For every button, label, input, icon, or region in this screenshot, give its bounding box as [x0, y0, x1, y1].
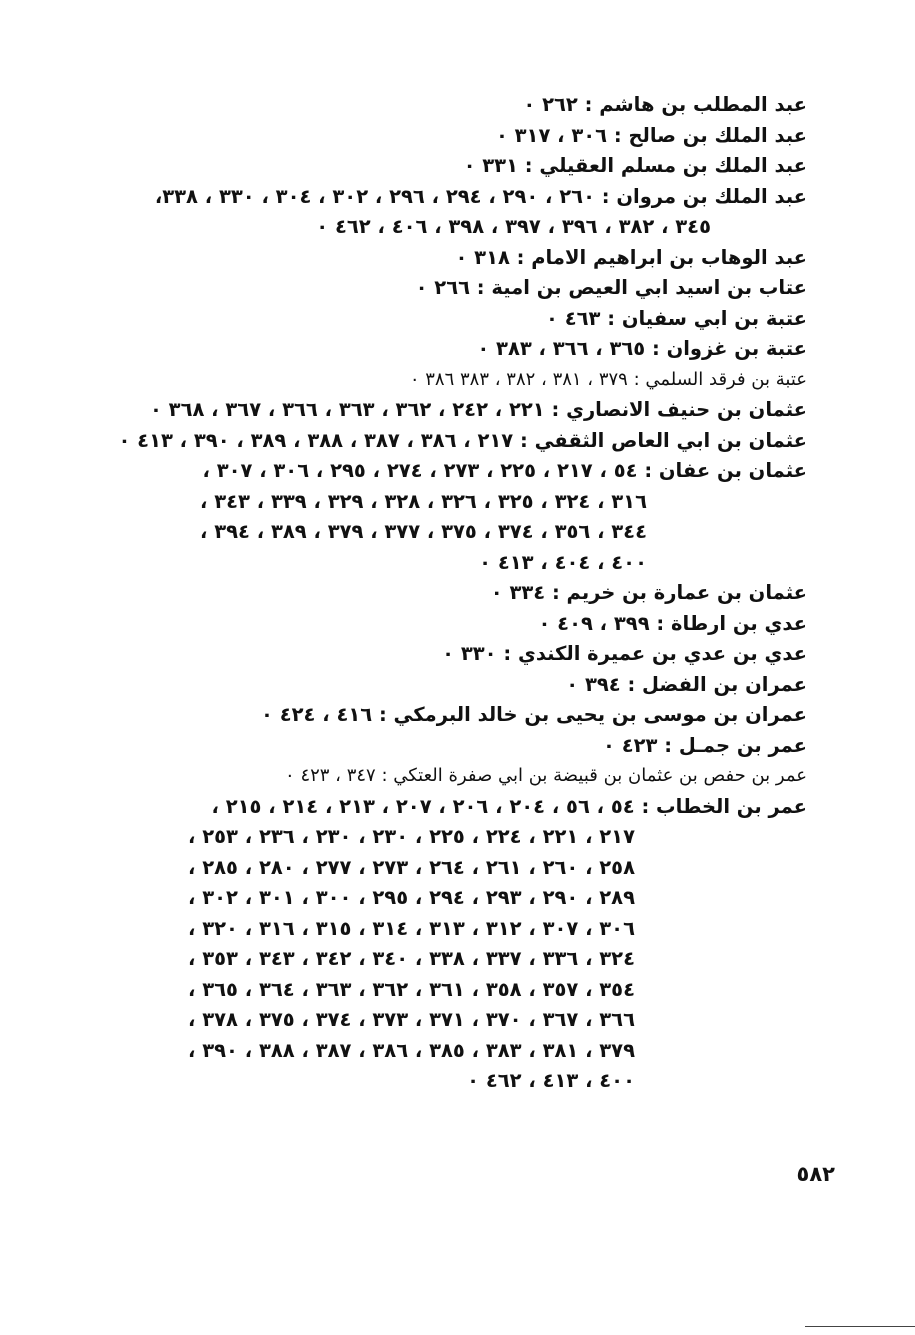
- index-entry: عبد الملك بن مروان : ٢٦٠ ، ٢٩٠ ، ٢٩٤ ، ٢٩٦ ، ٣٠٢ ، ٣٠٤ ، ٣٣٠ ، ٣٣٨،: [154, 184, 807, 208]
- index-entry: عمر بن الخطاب : ٥٤ ، ٥٦ ، ٢٠٤ ، ٢٠٦ ، ٢٠٧ ، ٢١٣ ، ٢١٤ ، ٢١٥ ،: [211, 794, 807, 818]
- index-entry: عبد الملك بن مسلم العقيلي : ٣٣١ ٠: [463, 154, 807, 177]
- index-entry: عثمان بن ابي العاص الثقفي : ٢١٧ ، ٣٨٦ ، ٣٨٧ ، ٣٨٨ ، ٣٨٩ ، ٣٩٠ ، ٤١٣ ٠: [118, 428, 807, 452]
- index-entry-continuation: ٣١٦ ، ٣٢٤ ، ٣٢٥ ، ٣٢٦ ، ٣٢٨ ، ٣٢٩ ، ٣٣٩ ، ٣٤٣ ،: [200, 489, 647, 513]
- index-entry-continuation: ٣٠٦ ، ٣٠٧ ، ٣١٢ ، ٣١٣ ، ٣١٤ ، ٣١٥ ، ٣١٦ ، ٣٢٠ ،: [188, 916, 635, 940]
- index-entry: عتبة بن فرقد السلمي : ٣٧٩ ، ٣٨١ ، ٣٨٢ ، ٣٨٣ ٣٨٦ ٠: [409, 368, 807, 390]
- index-entry-continuation: ٣٥٤ ، ٣٥٧ ، ٣٥٨ ، ٣٦١ ، ٣٦٢ ، ٣٦٣ ، ٣٦٤ ، ٣٦٥ ،: [188, 977, 635, 1001]
- index-entry: عتبة بن ابي سفيان : ٤٦٣ ٠: [546, 306, 807, 330]
- index-entry-continuation: ٢١٧ ، ٢٢١ ، ٢٢٤ ، ٢٢٥ ، ٢٣٠ ، ٢٣٠ ، ٢٣٦ ، ٢٥٣ ،: [188, 825, 635, 848]
- page-number: ٥٨٢: [796, 1162, 835, 1186]
- index-entry-continuation: ٢٨٩ ، ٢٩٠ ، ٢٩٣ ، ٢٩٤ ، ٢٩٥ ، ٣٠٠ ، ٣٠١ ، ٣٠٢ ،: [188, 886, 635, 909]
- index-entry: عثمان بن حنيف الانصاري : ٢٢١ ، ٢٤٢ ، ٣٦٢ ، ٣٦٣ ، ٣٦٦ ، ٣٦٧ ، ٣٦٨ ٠: [149, 398, 807, 421]
- index-entry: عبد المطلب بن هاشم : ٢٦٢ ٠: [523, 93, 807, 116]
- index-entry: عمر بن حفص بن عثمان بن قبيضة بن ابي صفرة العتكي : ٣٤٧ ، ٤٢٣ ٠: [285, 765, 807, 786]
- index-entry: عبد الملك بن صالح : ٣٠٦ ، ٣١٧ ٠: [495, 123, 807, 147]
- index-entry: عمران بن الفضل : ٣٩٤ ٠: [566, 672, 807, 696]
- scan-edge-line: [805, 1326, 915, 1327]
- index-entry: عثمان بن عفان : ٥٤ ، ٢١٧ ، ٢٢٥ ، ٢٧٣ ، ٢٧٤ ، ٢٩٥ ، ٣٠٦ ، ٣٠٧ ،: [202, 459, 807, 482]
- index-entry-continuation: ٣٦٦ ، ٣٦٧ ، ٣٧٠ ، ٣٧١ ، ٣٧٣ ، ٣٧٤ ، ٣٧٥ ، ٣٧٨ ،: [188, 1008, 635, 1031]
- index-entry: عثمان بن عمارة بن خريم : ٣٣٤ ٠: [490, 581, 807, 604]
- index-entry: عبد الوهاب بن ابراهيم الامام : ٣١٨ ٠: [455, 245, 807, 269]
- index-entry: عدي بن ارطاة : ٣٩٩ ، ٤٠٩ ٠: [538, 611, 807, 635]
- index-entry-continuation: ٣٢٤ ، ٣٣٦ ، ٣٣٧ ، ٣٣٨ ، ٣٤٠ ، ٣٤٢ ، ٣٤٣ ، ٣٥٣ ،: [188, 947, 635, 970]
- index-entry: عدي بن عدي بن عميرة الكندي : ٣٣٠ ٠: [442, 642, 807, 665]
- index-entry: عتبة بن غزوان : ٣٦٥ ، ٣٦٦ ، ٣٨٣ ٠: [477, 337, 807, 360]
- index-entry-continuation: ٣٤٤ ، ٣٥٦ ، ٣٧٤ ، ٣٧٥ ، ٣٧٧ ، ٣٧٩ ، ٣٨٩ ، ٣٩٤ ،: [200, 520, 647, 543]
- name-index: [87, 90, 807, 1097]
- index-entry-continuation: ٣٧٩ ، ٣٨١ ، ٣٨٣ ، ٣٨٥ ، ٣٨٦ ، ٣٨٧ ، ٣٨٨ ، ٣٩٠ ،: [188, 1038, 635, 1062]
- index-entry: عتاب بن اسيد ابي العيص بن امية : ٢٦٦ ٠: [415, 276, 807, 299]
- index-entry: عمران بن موسى بن يحيى بن خالد البرمكي : ٤١٦ ، ٤٢٤ ٠: [261, 703, 807, 726]
- index-entry-continuation: ٢٥٨ ، ٢٦٠ ، ٢٦١ ، ٢٦٤ ، ٢٧٣ ، ٢٧٧ ، ٢٨٠ ، ٢٨٥ ،: [188, 855, 635, 879]
- index-entry-continuation: ٣٤٥ ، ٣٨٢ ، ٣٩٦ ، ٣٩٧ ، ٣٩٨ ، ٤٠٦ ، ٤٦٢ ٠: [316, 215, 711, 238]
- index-entry-continuation: ٤٠٠ ، ٤١٣ ، ٤٦٢ ٠: [467, 1069, 635, 1092]
- index-entry: عمر بن جمـل : ٤٢٣ ٠: [603, 733, 807, 757]
- index-entry-continuation: ٤٠٠ ، ٤٠٤ ، ٤١٣ ٠: [479, 550, 647, 574]
